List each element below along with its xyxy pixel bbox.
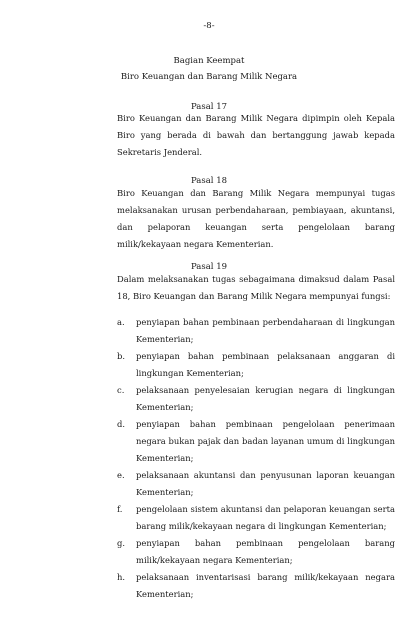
list-text: pengelolaan sistem akuntansi dan pelaporan keuangan serta barang milik/kekayaan negara di lingkungan Kementerian;	[136, 504, 395, 531]
list-text: penyiapan bahan pembinaan pengelolaan penerimaan negara bukan pajak dan badan layanan umum di lingkungan Kementerian;	[136, 419, 395, 463]
list-item	[117, 416, 395, 467]
list-text: pelaksanaan inventarisasi barang milik/kekayaan negara Kementerian;	[136, 572, 395, 599]
pasal-18-text: Biro Keuangan dan Barang Milik Negara mempunyai tugas melaksanakan urusan perbendaharaan, pembiayaan, akuntansi, dan pelaporan keuangan serta pengelolaan barang milik/kekayaan negara Kementerian.	[117, 188, 395, 249]
list-letter: b.	[117, 351, 126, 361]
pasal-17-title: Pasal 17	[190, 102, 228, 112]
list-letter: g.	[117, 538, 126, 548]
list-letter: c.	[117, 385, 125, 395]
list-item	[117, 467, 395, 501]
list-text: penyiapan bahan pembinaan pengelolaan barang milik/kekayaan negara Kementerian;	[136, 538, 395, 565]
pasal-19-function-list	[117, 314, 395, 603]
list-letter: d.	[117, 419, 126, 429]
list-text: pelaksanaan akuntansi dan penyusunan laporan keuangan Kementerian;	[136, 470, 395, 497]
list-item	[117, 348, 395, 382]
list-text: pelaksanaan penyelesaian kerugian negara di lingkungan Kementerian;	[136, 385, 395, 412]
section-title-heading: Biro Keuangan dan Barang Milik Negara	[120, 72, 298, 82]
list-letter: a.	[117, 317, 125, 327]
pasal-19-intro: Dalam melaksanakan tugas sebagaimana dimaksud dalam Pasal 18, Biro Keuangan dan Barang Milik Negara mempunyai fungsi:	[117, 274, 395, 301]
list-letter: f.	[117, 504, 123, 514]
list-letter: h.	[117, 572, 126, 582]
list-text: penyiapan bahan pembinaan pelaksanaan anggaran di lingkungan Kementerian;	[136, 351, 395, 378]
section-part-heading: Bagian Keempat	[173, 56, 245, 66]
list-text: penyiapan bahan pembinaan perbendaharaan di lingkungan Kementerian;	[136, 317, 395, 344]
list-item	[117, 569, 395, 603]
list-item	[117, 382, 395, 416]
pasal-18-title: Pasal 18	[190, 176, 228, 186]
pasal-19-title: Pasal 19	[190, 262, 228, 272]
list-item	[117, 314, 395, 348]
page-number: -8-	[203, 21, 215, 31]
list-item	[117, 535, 395, 569]
list-item	[117, 501, 395, 535]
pasal-17-text: Biro Keuangan dan Barang Milik Negara dipimpin oleh Kepala Biro yang berada di bawah dan bertanggung jawab kepada Sekretaris Jenderal.	[117, 113, 395, 157]
list-letter: e.	[117, 470, 125, 480]
